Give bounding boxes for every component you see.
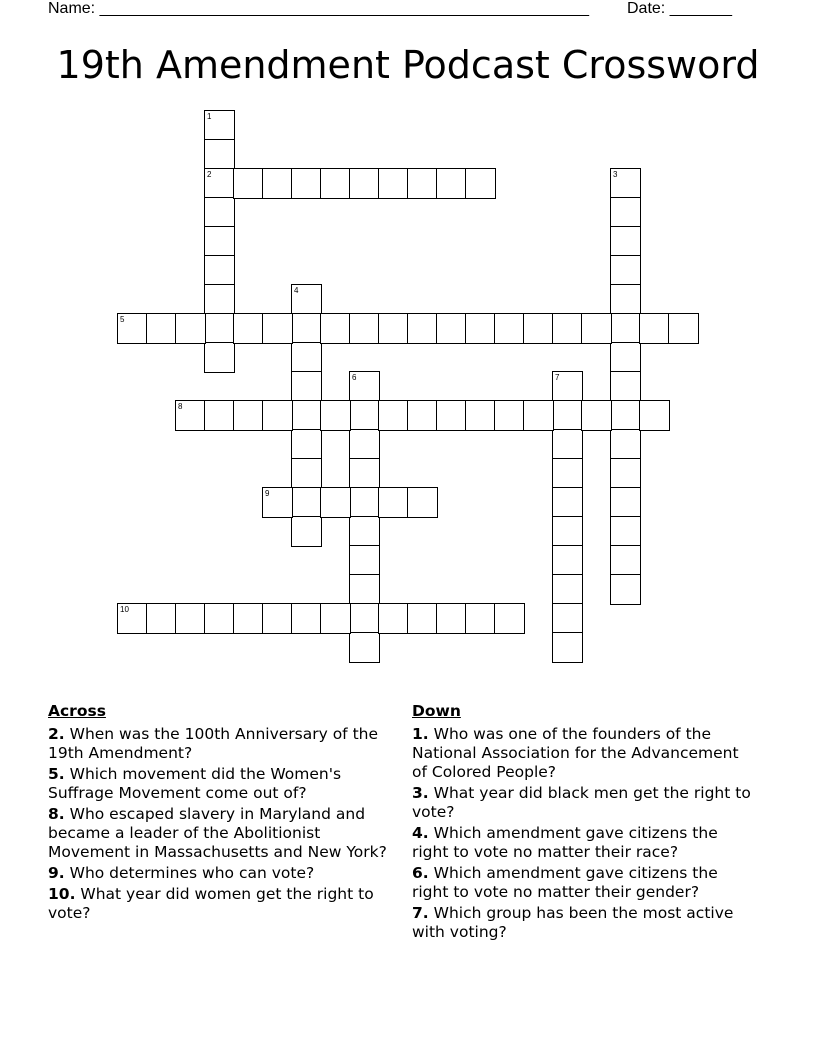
- crossword-cell[interactable]: [204, 226, 235, 257]
- crossword-cell[interactable]: [581, 400, 612, 431]
- crossword-cell[interactable]: [552, 458, 583, 489]
- crossword-cell[interactable]: [291, 342, 322, 373]
- crossword-cell[interactable]: [639, 400, 670, 431]
- crossword-cell[interactable]: [233, 168, 264, 199]
- crossword-cell[interactable]: [610, 574, 641, 605]
- crossword-cell[interactable]: [291, 400, 322, 431]
- crossword-cell[interactable]: [349, 545, 380, 576]
- clue-number: 8.: [48, 805, 65, 823]
- clue-text: Which group has been the most active with voting?: [412, 904, 734, 941]
- crossword-cell[interactable]: [262, 603, 293, 634]
- crossword-cell[interactable]: [349, 313, 380, 344]
- crossword-cell[interactable]: [291, 429, 322, 460]
- clue-number-label: 8: [178, 402, 183, 411]
- clue-text: Which amendment gave citizens the right to vote no matter their gender?: [412, 864, 718, 901]
- crossword-cell[interactable]: [262, 313, 293, 344]
- crossword-cell[interactable]: [291, 458, 322, 489]
- crossword-cell[interactable]: [523, 400, 554, 431]
- crossword-cell[interactable]: [233, 400, 264, 431]
- crossword-cell[interactable]: [320, 603, 351, 634]
- clue-number-label: 10: [120, 605, 129, 614]
- crossword-cell[interactable]: [146, 313, 177, 344]
- clue-text: Who escaped slavery in Maryland and became a leader of the Abolitionist Movement in Massachusetts and New York?: [48, 805, 387, 861]
- clue-number-label: 9: [265, 489, 270, 498]
- crossword-cell[interactable]: [175, 400, 206, 431]
- crossword-cell[interactable]: [262, 168, 293, 199]
- clue-down-7: [412, 904, 757, 942]
- crossword-cell[interactable]: [204, 168, 235, 199]
- crossword-cell[interactable]: [349, 603, 380, 634]
- clue-number: 10.: [48, 885, 76, 903]
- crossword-cell[interactable]: [378, 400, 409, 431]
- clue-number: 1.: [412, 725, 429, 743]
- crossword-cell[interactable]: [378, 313, 409, 344]
- crossword-cell[interactable]: [378, 487, 409, 518]
- crossword-cell[interactable]: [552, 516, 583, 547]
- clue-across-8: [48, 805, 393, 862]
- crossword-cell[interactable]: [175, 313, 206, 344]
- crossword-cell[interactable]: [204, 313, 235, 344]
- crossword-cell[interactable]: [465, 603, 496, 634]
- crossword-cell[interactable]: [349, 574, 380, 605]
- name-line: Name: _______________________________________________________: [48, 0, 589, 17]
- crossword-cell[interactable]: [523, 313, 554, 344]
- clue-number-label: 5: [120, 315, 125, 324]
- crossword-cell[interactable]: [610, 313, 641, 344]
- crossword-cell[interactable]: [175, 603, 206, 634]
- crossword-cell[interactable]: [610, 342, 641, 373]
- crossword-cell[interactable]: [639, 313, 670, 344]
- clue-number: 3.: [412, 784, 429, 802]
- crossword-cell[interactable]: [378, 168, 409, 199]
- clue-text: Which movement did the Women's Suffrage Movement come out of?: [48, 765, 342, 802]
- crossword-cell[interactable]: [552, 545, 583, 576]
- clue-number: 7.: [412, 904, 429, 922]
- clue-down-1: [412, 725, 757, 782]
- crossword-cell[interactable]: [204, 603, 235, 634]
- crossword-cell[interactable]: [291, 313, 322, 344]
- clue-text: What year did women get the right to vote?: [48, 885, 374, 922]
- crossword-cell[interactable]: [233, 313, 264, 344]
- crossword-cell[interactable]: [610, 400, 641, 431]
- crossword-cell[interactable]: [320, 313, 351, 344]
- crossword-cell[interactable]: [204, 139, 235, 170]
- crossword-cell[interactable]: [610, 226, 641, 257]
- crossword-cell[interactable]: [610, 429, 641, 460]
- crossword-cell[interactable]: [233, 603, 264, 634]
- crossword-cell[interactable]: [291, 487, 322, 518]
- crossword-cell[interactable]: [204, 255, 235, 286]
- crossword-cell[interactable]: [320, 400, 351, 431]
- clue-down-6: [412, 864, 757, 902]
- clue-number-label: 4: [294, 286, 299, 295]
- crossword-cell[interactable]: [262, 400, 293, 431]
- down-clues: [412, 702, 757, 944]
- clue-across-5: [48, 765, 393, 803]
- clue-number-label: 7: [555, 373, 560, 382]
- clue-text: Which amendment gave citizens the right to vote no matter their race?: [412, 824, 718, 861]
- page-title: 19th Amendment Podcast Crossword: [56, 43, 760, 87]
- crossword-cell[interactable]: [291, 168, 322, 199]
- crossword-cell[interactable]: [204, 197, 235, 228]
- crossword-cell[interactable]: [262, 487, 293, 518]
- crossword-cell[interactable]: [552, 429, 583, 460]
- clue-number: 9.: [48, 864, 65, 882]
- crossword-cell[interactable]: [349, 632, 380, 663]
- crossword-cell[interactable]: [407, 487, 438, 518]
- crossword-cell[interactable]: [465, 168, 496, 199]
- crossword-cell[interactable]: [320, 168, 351, 199]
- crossword-cell[interactable]: [349, 429, 380, 460]
- crossword-cell[interactable]: [610, 487, 641, 518]
- clue-across-9: [48, 864, 393, 883]
- crossword-cell[interactable]: [552, 400, 583, 431]
- clue-across-10: [48, 885, 393, 923]
- crossword-cell[interactable]: [320, 487, 351, 518]
- crossword-cell[interactable]: [465, 400, 496, 431]
- crossword-cell[interactable]: [204, 110, 235, 141]
- crossword-cell[interactable]: [407, 168, 438, 199]
- crossword-cell[interactable]: [552, 371, 583, 402]
- crossword-cell[interactable]: [146, 603, 177, 634]
- crossword-cell[interactable]: [291, 516, 322, 547]
- crossword-cell[interactable]: [204, 284, 235, 315]
- crossword-cell[interactable]: [349, 168, 380, 199]
- crossword-cell[interactable]: [436, 168, 467, 199]
- crossword-cell[interactable]: [552, 632, 583, 663]
- clue-number-label: 2: [207, 170, 212, 179]
- crossword-cell[interactable]: [436, 313, 467, 344]
- crossword-cell[interactable]: [610, 284, 641, 315]
- clue-text: Who determines who can vote?: [69, 864, 315, 882]
- crossword-cell[interactable]: [291, 603, 322, 634]
- clue-down-4: [412, 824, 757, 862]
- crossword-cell[interactable]: [204, 400, 235, 431]
- across-heading: Across: [48, 702, 106, 720]
- crossword-cell[interactable]: [407, 603, 438, 634]
- clue-number: 2.: [48, 725, 65, 743]
- crossword-cell[interactable]: [581, 313, 612, 344]
- date-line: Date: _______: [627, 0, 732, 17]
- crossword-cell[interactable]: [349, 400, 380, 431]
- clue-number: 6.: [412, 864, 429, 882]
- crossword-cell[interactable]: [494, 603, 525, 634]
- crossword-cell[interactable]: [117, 313, 148, 344]
- clue-number-label: 3: [613, 170, 618, 179]
- clue-number: 5.: [48, 765, 65, 783]
- crossword-cell[interactable]: [610, 371, 641, 402]
- crossword-cell[interactable]: [494, 400, 525, 431]
- crossword-cell[interactable]: [668, 313, 699, 344]
- crossword-cell[interactable]: [349, 458, 380, 489]
- crossword-cell[interactable]: [349, 487, 380, 518]
- crossword-cell[interactable]: [465, 313, 496, 344]
- clue-text: When was the 100th Anniversary of the 19th Amendment?: [48, 725, 379, 762]
- crossword-cell[interactable]: [610, 255, 641, 286]
- crossword-cell[interactable]: [610, 168, 641, 199]
- clue-number: 4.: [412, 824, 429, 842]
- crossword-cell[interactable]: [204, 342, 235, 373]
- crossword-cell[interactable]: [436, 400, 467, 431]
- across-clues: [48, 702, 393, 925]
- clue-across-2: [48, 725, 393, 763]
- clue-text: What year did black men get the right to vote?: [412, 784, 751, 821]
- crossword-cell[interactable]: [291, 284, 322, 315]
- crossword-cell[interactable]: [494, 313, 525, 344]
- crossword-cell[interactable]: [407, 313, 438, 344]
- clue-down-3: [412, 784, 757, 822]
- clue-number-label: 1: [207, 112, 212, 121]
- crossword-cell[interactable]: [291, 371, 322, 402]
- crossword-cell[interactable]: [407, 400, 438, 431]
- crossword-cell[interactable]: [552, 603, 583, 634]
- crossword-cell[interactable]: [436, 603, 467, 634]
- crossword-cell[interactable]: [349, 371, 380, 402]
- clue-text: Who was one of the founders of the National Association for the Advancement of Colored People?: [412, 725, 739, 781]
- crossword-cell[interactable]: [349, 516, 380, 547]
- crossword-cell[interactable]: [378, 603, 409, 634]
- crossword-cell[interactable]: [552, 313, 583, 344]
- crossword-cell[interactable]: [610, 545, 641, 576]
- crossword-cell[interactable]: [552, 574, 583, 605]
- crossword-cell[interactable]: [610, 197, 641, 228]
- clue-number-label: 6: [352, 373, 357, 382]
- crossword-cell[interactable]: [117, 603, 148, 634]
- crossword-cell[interactable]: [610, 458, 641, 489]
- crossword-cell[interactable]: [610, 516, 641, 547]
- down-heading: Down: [412, 702, 461, 720]
- crossword-cell[interactable]: [552, 487, 583, 518]
